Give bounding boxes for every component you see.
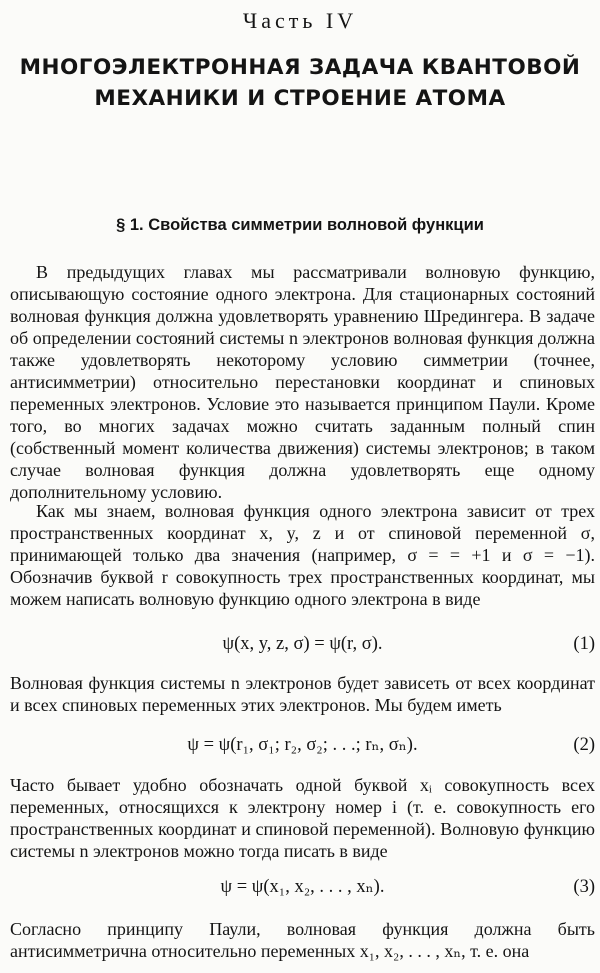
equation-3-formula: ψ = ψ(x₁, x₂, . . . , xₙ). [220,877,385,897]
chapter-title-line-2: МЕХАНИКИ И СТРОЕНИЕ АТОМА [94,86,506,111]
paragraph-5: Согласно принципу Паули, волновая функция должна быть антисимметрична относительно переменных x₁, x₂, . . . , xₙ, т. е. она [10,919,595,961]
equation-1 [10,632,595,656]
equation-1-number: (1) [573,634,595,654]
paragraph-1: В предыдущих главах мы рассматривали волновую функцию, описывающую состояние одного электрона. Для стационарных состояний волновая функция должна удовлетворять уравнению Шредингера. В задаче об определении состояний системы n электронов волновая функция должна также удовлетворять некоторому условию симметрии (точнее, антисимметрии) относительно перестановки координат и спиновых переменных электронов. Условие это называется принципом Паули. Кроме того, во многих задачах можно считать заданным полный спин (собственный момент количества движения) системы электронов; в таком случае волновая функция должна удовлетворять еще одному дополнительному условию. [10,262,595,502]
equation-1-formula: ψ(x, y, z, σ) = ψ(r, σ). [222,634,383,654]
paragraph-3: Волновая функция системы n электронов будет зависеть от всех координат и всех спиновых переменных этих электронов. Мы будем иметь [10,673,595,715]
paragraph-4: Часто бывает удобно обозначать одной буквой xᵢ совокупность всех переменных, относящихся к электрону номер i (т. е. совокупность его пространственных координат и спиновой переменной). Волновую функцию системы n электронов можно тогда писать в виде [10,775,595,861]
equation-2-formula: ψ = ψ(r₁, σ₁; r₂, σ₂; . . .; rₙ, σₙ). [187,735,418,755]
part-heading: Часть IV [242,8,358,33]
equation-2-number: (2) [573,735,595,755]
section-heading: § 1. Свойства симметрии волновой функции [116,216,484,234]
chapter-title-line-1: МНОГОЭЛЕКТРОННАЯ ЗАДАЧА КВАНТОВОЙ [19,55,581,80]
equation-2 [10,733,595,757]
chapter-title [10,52,590,114]
equation-3 [10,875,595,899]
equation-3-number: (3) [573,877,595,897]
paragraph-2: Как мы знаем, волновая функция одного электрона зависит от трех пространственных координат x, y, z и от спиновой переменной σ, принимающей только два значения (например, σ = = +1 и σ = −1). Обозначив буквой r совокупность трех пространственных координат, мы можем написать волновую функцию одного электрона в виде [10,501,595,609]
